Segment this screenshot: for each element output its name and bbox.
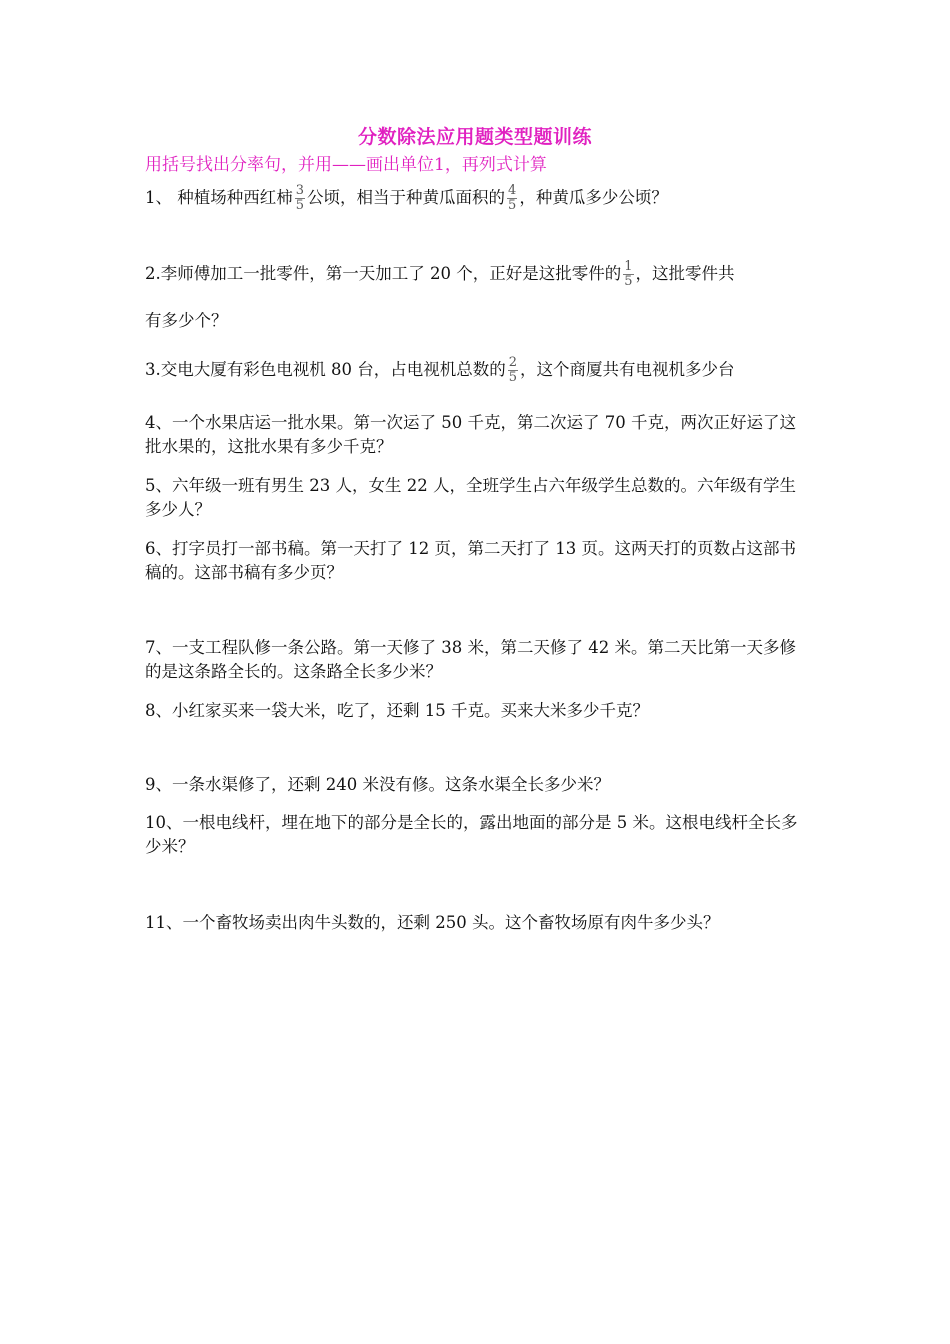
question-9: 9、一条水渠修了，还剩 240 米没有修。这条水渠全长多少米？ (145, 775, 610, 794)
question-3: 3.交电大厦有彩色电视机 80 台，占电视机总数的 $\frac{2}{5}$ ，这个商厦共有电视机多少台 (145, 355, 735, 385)
fraction: $\frac{1}{5}$ (624, 259, 633, 289)
question-7: 7、一支工程队修一条公路。第一天修了 38 米，第二天修了 42 米。第二天比第一天多修的是这条路全长的。这条路全长多少米？ (145, 638, 796, 681)
question-5: 5、六年级一班有男生 23 人，女生 22 人，全班学生占六年级学生总数的。六年级有学生多少人？ (145, 476, 796, 519)
question-8: 8、小红家买来一袋大米，吃了，还剩 15 千克。买来大米多少千克？ (145, 701, 649, 720)
question-6: 6、打字员打一部书稿。第一天打了 12 页，第二天打了 13 页。这两天打的页数占这部书稿的。这部书稿有多少页？ (145, 539, 796, 582)
fraction: $\frac{3}{5}$ (295, 183, 305, 213)
question-4: 4、一个水果店运一批水果。第一次运了 50 千克，第二次运了 70 千克，两次正好运了这批水果的，这批水果有多少千克？ (145, 413, 796, 456)
question-11: 11、一个畜牧场卖出肉牛头数的，还剩 250 头。这个畜牧场原有肉牛多少头？ (145, 913, 720, 932)
question-2: 2.李师傅加工一批零件，第一天加工了 20 个，正好是这批零件的 $\frac{1}{5}$ ，这批零件共 有多少个？ (145, 259, 735, 330)
fraction: $\frac{2}{5}$ (508, 355, 518, 385)
question-10: 10、一根电线杆，埋在地下的部分是全长的，露出地面的部分是 5 米。这根电线杆全长多少米？ (145, 813, 798, 856)
fraction: $\frac{4}{5}$ (508, 183, 517, 213)
question-1: 1、 种植场种西红柿 $\frac{3}{5}$ 公顷，相当于种黄瓜面积的 $\frac{4}{5}$ ，种黄瓜多少公顷？ (145, 183, 668, 213)
page-title: 分数除法应用题类型题训练 (357, 126, 592, 148)
instruction-text: 用括号找出分率句，并用——画出单位1，再列式计算 (145, 155, 547, 175)
